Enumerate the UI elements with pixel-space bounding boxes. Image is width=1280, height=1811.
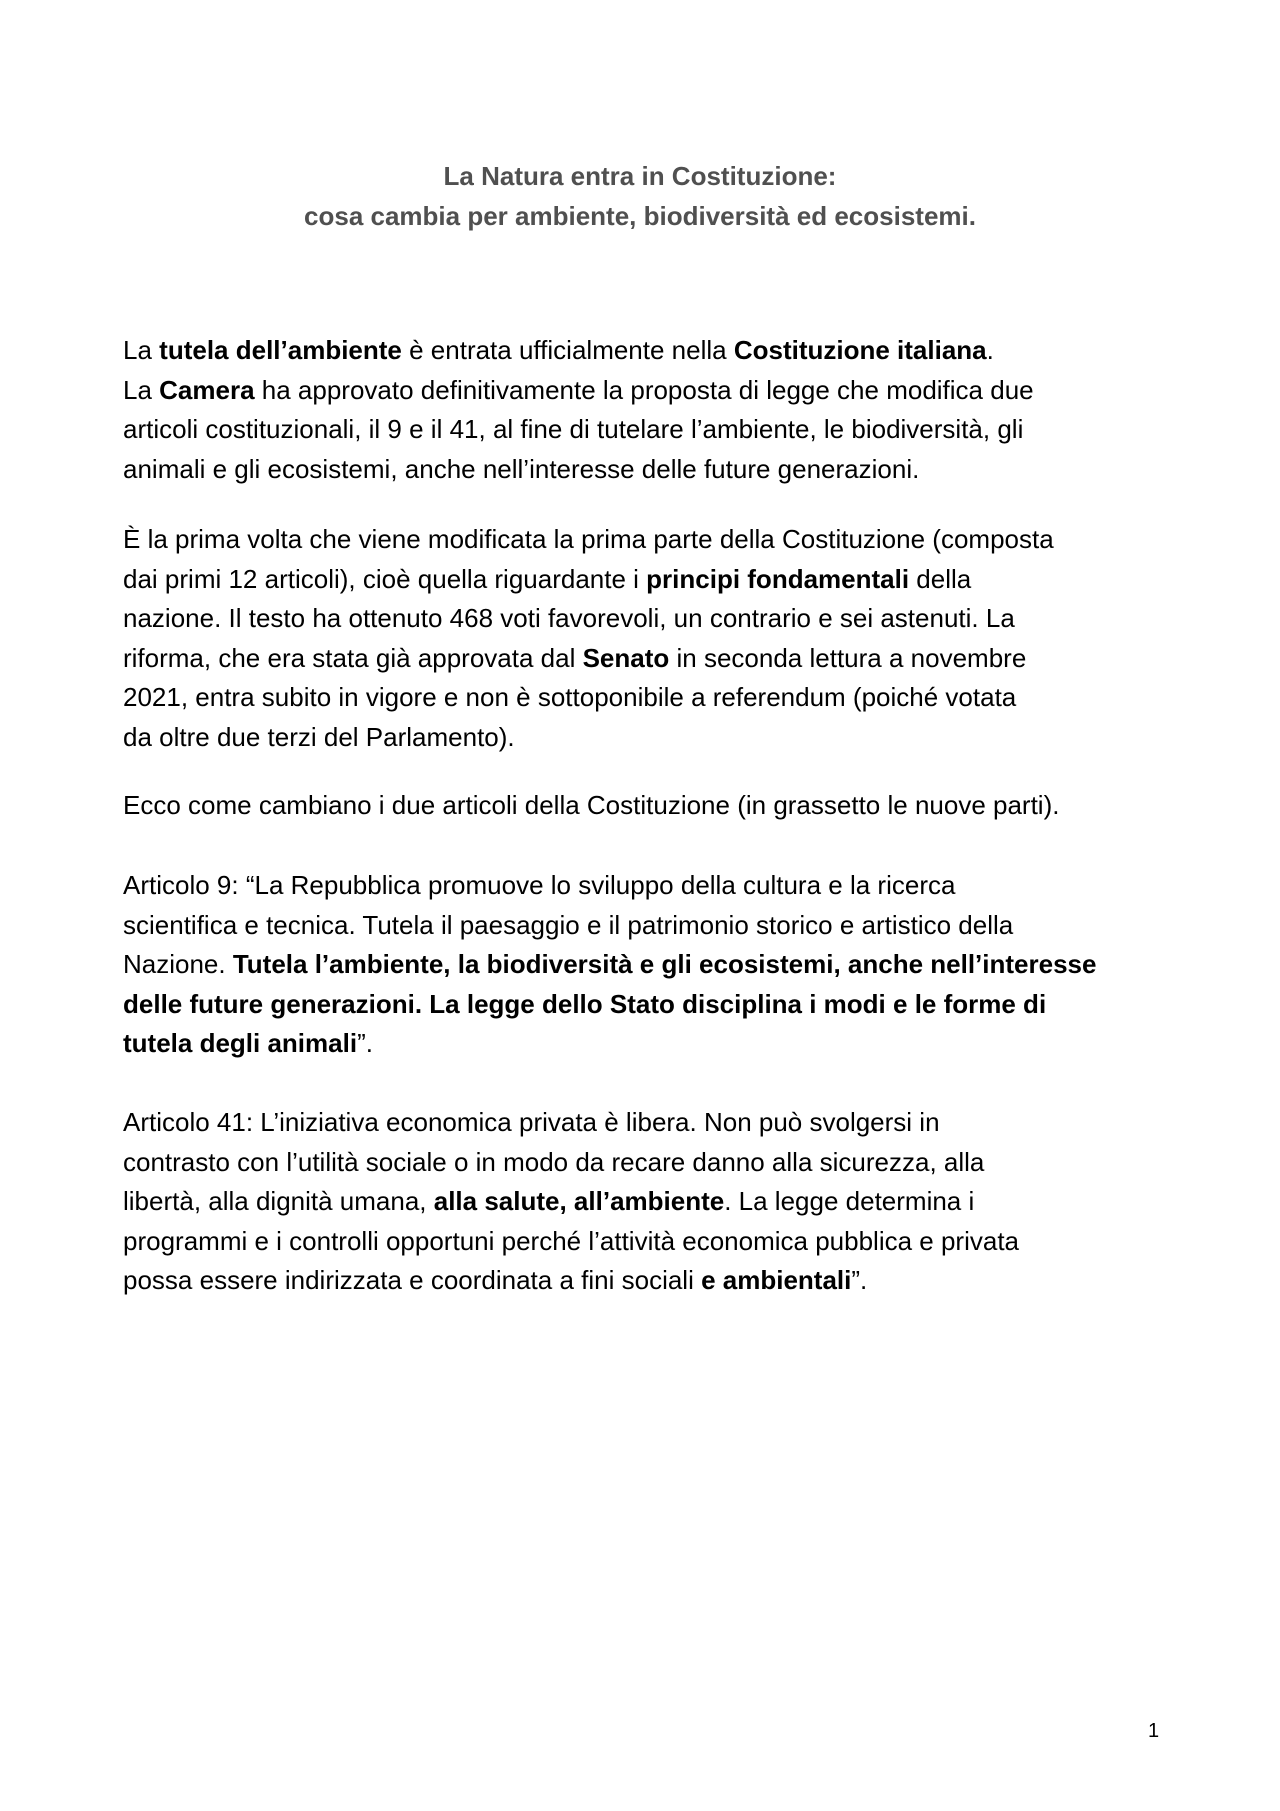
bold-run: tutela dell’ambiente xyxy=(159,335,402,365)
text-line: da oltre due terzi del Parlamento). xyxy=(123,721,515,752)
document-title xyxy=(0,156,1280,236)
text-line xyxy=(123,1261,1163,1301)
text-line: Ecco come cambiano i due articoli della Costituzione (in grassetto le nuove parti). xyxy=(123,790,1060,820)
text-line xyxy=(123,639,1163,679)
bold-run: Costituzione italiana xyxy=(733,335,987,365)
paragraph-first-change xyxy=(123,520,1163,757)
text-line: scientifica e tecnica. Tutela il paesaggio e il patrimonio storico e artistico della xyxy=(123,909,1014,940)
text-run: libertà, alla dignità umana, xyxy=(123,1186,434,1216)
text-line: È la prima volta che viene modificata la prima parte della Costituzione (composta xyxy=(123,524,1054,554)
text-line: animali e gli ecosistemi, anche nell’interesse delle future generazioni. xyxy=(123,453,920,484)
text-line: contrasto con l’utilità sociale o in modo da recare danno alla sicurezza, alla xyxy=(123,1146,985,1177)
text-run: . xyxy=(986,335,994,365)
text-run: La xyxy=(123,335,160,365)
text-run: ha approvato definitivamente la proposta di legge che modifica due xyxy=(254,374,1034,405)
text-run: ”. xyxy=(357,1028,373,1058)
paragraph-intro-articles xyxy=(123,786,1163,826)
text-run: riforma, che era stata già approvata dal xyxy=(123,642,583,673)
text-run: possa essere indirizzata e coordinata a fini sociali xyxy=(123,1265,702,1295)
text-line: delle future generazioni. La legge dello Stato disciplina i modi e le forme di xyxy=(123,988,1047,1019)
paragraph-article-9 xyxy=(123,866,1163,1064)
text-line: nazione. Il testo ha ottenuto 468 voti favorevoli, un contrario e sei astenuti. La xyxy=(123,603,1015,633)
text-run: in seconda lettura a novembre xyxy=(669,642,1027,673)
text-line xyxy=(123,371,1163,411)
title-line-2: cosa cambia per ambiente, biodiversità ed ecosistemi. xyxy=(304,201,976,231)
text-run: . La legge determina i xyxy=(724,1186,975,1216)
bold-run: Camera xyxy=(159,374,255,405)
text-line xyxy=(123,331,1163,371)
bold-run: alla salute, all’ambiente xyxy=(433,1186,725,1216)
text-run: dai primi 12 articoli), cioè quella riguardante i xyxy=(123,563,647,594)
text-line xyxy=(123,1024,1163,1064)
text-run: La xyxy=(123,374,160,405)
text-line: articoli costituzionali, il 9 e il 41, al fine di tutelare l’ambiente, le biodiversità, gli xyxy=(123,414,1024,444)
bold-run: principi fondamentali xyxy=(646,563,910,594)
text-line xyxy=(123,560,1163,600)
text-line: programmi e i controlli opportuni perché l’attività economica pubblica e privata xyxy=(123,1225,1020,1256)
text-line: 2021, entra subito in vigore e non è sottoponibile a referendum (poiché votata xyxy=(123,682,1017,712)
title-line-1: La Natura entra in Costituzione: xyxy=(443,161,837,191)
text-run: è entrata ufficialmente nella xyxy=(401,335,734,365)
bold-run: Senato xyxy=(582,642,670,673)
text-run: Nazione. xyxy=(123,949,233,979)
text-line xyxy=(123,945,1163,985)
paragraph-article-41 xyxy=(123,1103,1163,1301)
page-number: 1 xyxy=(1148,1720,1160,1742)
bold-run: Tutela l’ambiente, la biodiversità e gli ecosistemi, anche nell’interesse xyxy=(232,949,1097,979)
text-line: Articolo 9: “La Repubblica promuove lo sviluppo della cultura e la ricerca xyxy=(123,870,956,900)
text-line xyxy=(123,1182,1163,1222)
paragraph-intro xyxy=(123,331,1163,489)
bold-run: e ambientali xyxy=(701,1265,852,1295)
text-line: Articolo 41: L’iniziativa economica privata è libera. Non può svolgersi in xyxy=(123,1107,940,1137)
text-run: della xyxy=(909,563,972,594)
text-run: ”. xyxy=(851,1265,868,1295)
bold-run: tutela degli animali xyxy=(123,1028,358,1058)
